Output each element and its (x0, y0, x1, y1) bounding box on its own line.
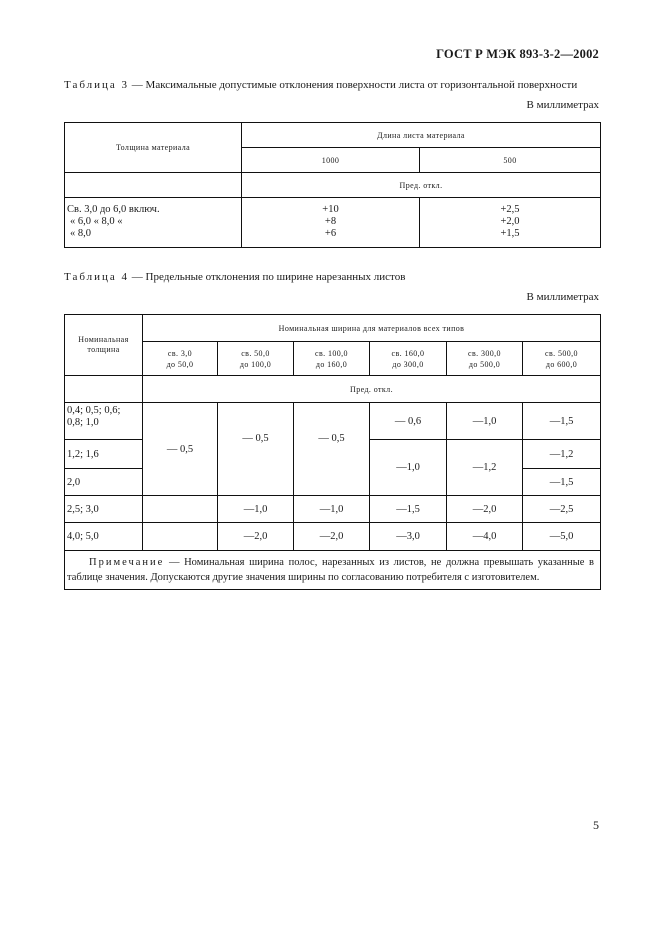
table4-empty-cell (65, 376, 143, 403)
table4-caption (64, 271, 405, 283)
table3 (64, 122, 601, 248)
table4-value-w6-row5: —5,0 (523, 523, 601, 551)
table3-caption (64, 79, 577, 91)
table4-note-label: Примечание (89, 557, 165, 568)
table3-unit: В миллиметрах (526, 99, 599, 111)
table3-label: Таблица 3 (64, 79, 130, 91)
table4-value-w1-rows1to3: — 0,5 (143, 403, 218, 496)
table4-value-w3-rows1to3: — 0,5 (294, 403, 370, 496)
table3-empty-cell (65, 173, 242, 198)
table3-thickness-cell (65, 198, 242, 248)
table4-label: Таблица 4 (64, 271, 130, 283)
table4-value-w3-row5: —2,0 (294, 523, 370, 551)
table4-width-col5: св. 300,0 до 500,0 (447, 342, 523, 376)
table4-thickness-row2: 1,2; 1,6 (65, 440, 143, 469)
table4-value-w6-row2: —1,2 (523, 440, 601, 469)
table3-value-500-row1: +2,5 (500, 204, 520, 215)
table3-thickness-row3: « 8,0 (70, 228, 91, 239)
table4-empty-w1-row4 (143, 496, 218, 523)
table4-value-w5-row1: —1,0 (447, 403, 523, 440)
table4-value-w4-row4: —1,5 (370, 496, 447, 523)
table4-value-w5-rows2to3: —1,2 (447, 440, 523, 496)
table3-value-500-row3: +1,5 (500, 228, 520, 239)
table4-value-w4-rows2to3: —1,0 (370, 440, 447, 496)
table4-value-w4-row1: — 0,6 (370, 403, 447, 440)
table4-width-col2: св. 50,0 до 100,0 (218, 342, 294, 376)
table4-thickness-row1: 0,4; 0,5; 0,6; 0,8; 1,0 (65, 403, 143, 440)
table3-length-1000: 1000 (242, 148, 420, 173)
table4-width-col4: св. 160,0 до 300,0 (370, 342, 447, 376)
table3-value-500-row2: +2,0 (500, 216, 520, 227)
table4-value-w3-row4: —1,0 (294, 496, 370, 523)
table3-length-500: 500 (420, 148, 601, 173)
table3-thickness-row2: « 6,0 « 8,0 « (70, 216, 123, 227)
page-number: 5 (593, 818, 599, 832)
table4-thickness-header: Номинальная толщина (65, 315, 143, 376)
table4-value-w6-row1: —1,5 (523, 403, 601, 440)
table4-value-w2-row4: —1,0 (218, 496, 294, 523)
table4-value-w6-row3: —1,5 (523, 469, 601, 496)
table3-values-1000 (242, 198, 420, 248)
table4-thickness-row5: 4,0; 5,0 (65, 523, 143, 551)
table4-value-w4-row5: —3,0 (370, 523, 447, 551)
table4-value-w5-row5: —4,0 (447, 523, 523, 551)
table3-thickness-row1: Св. 3,0 до 6,0 включ. (67, 204, 160, 215)
table4-value-w2-row5: —2,0 (218, 523, 294, 551)
table3-values-500 (420, 198, 601, 248)
table3-thickness-header: Толщина материала (65, 123, 242, 173)
table3-value-1000-row2: +8 (324, 216, 337, 227)
table3-value-1000-row3: +6 (324, 228, 337, 239)
table4-width-header: Номинальная ширина для материалов всех типов (143, 315, 601, 342)
table4 (64, 314, 601, 590)
table4-thickness-row4: 2,5; 3,0 (65, 496, 143, 523)
table4-width-col1: св. 3,0 до 50,0 (143, 342, 218, 376)
table4-empty-w1-row5 (143, 523, 218, 551)
table3-length-header: Длина листа материала (242, 123, 601, 148)
table4-width-col6: св. 500,0 до 600,0 (523, 342, 601, 376)
document-header: ГОСТ Р МЭК 893-3-2—2002 (436, 47, 599, 61)
table3-caption-text: — Максимальные допустимые отклонения поверхности листа от горизонтальной поверхности (129, 79, 578, 91)
table4-note-text: — Номинальная ширина полос, нарезанных из листов, не должна превышать указанные в таблице значения. Допускаются другие значения ширины по согласованию потребителя с изготовителем. (67, 557, 594, 583)
table3-deviation-header: Пред. откл. (242, 173, 601, 198)
table4-value-w2-rows1to3: — 0,5 (218, 403, 294, 496)
table3-value-1000-row1: +10 (322, 204, 339, 215)
table4-unit: В миллиметрах (526, 291, 599, 303)
table4-caption-text: — Предельные отклонения по ширине нарезанных листов (129, 271, 406, 283)
table4-deviation-header: Пред. откл. (143, 376, 601, 403)
table4-value-w6-row4: —2,5 (523, 496, 601, 523)
table4-value-w5-row4: —2,0 (447, 496, 523, 523)
table4-note (65, 551, 601, 590)
table4-width-col3: св. 100,0 до 160,0 (294, 342, 370, 376)
table4-thickness-row3: 2,0 (65, 469, 143, 496)
